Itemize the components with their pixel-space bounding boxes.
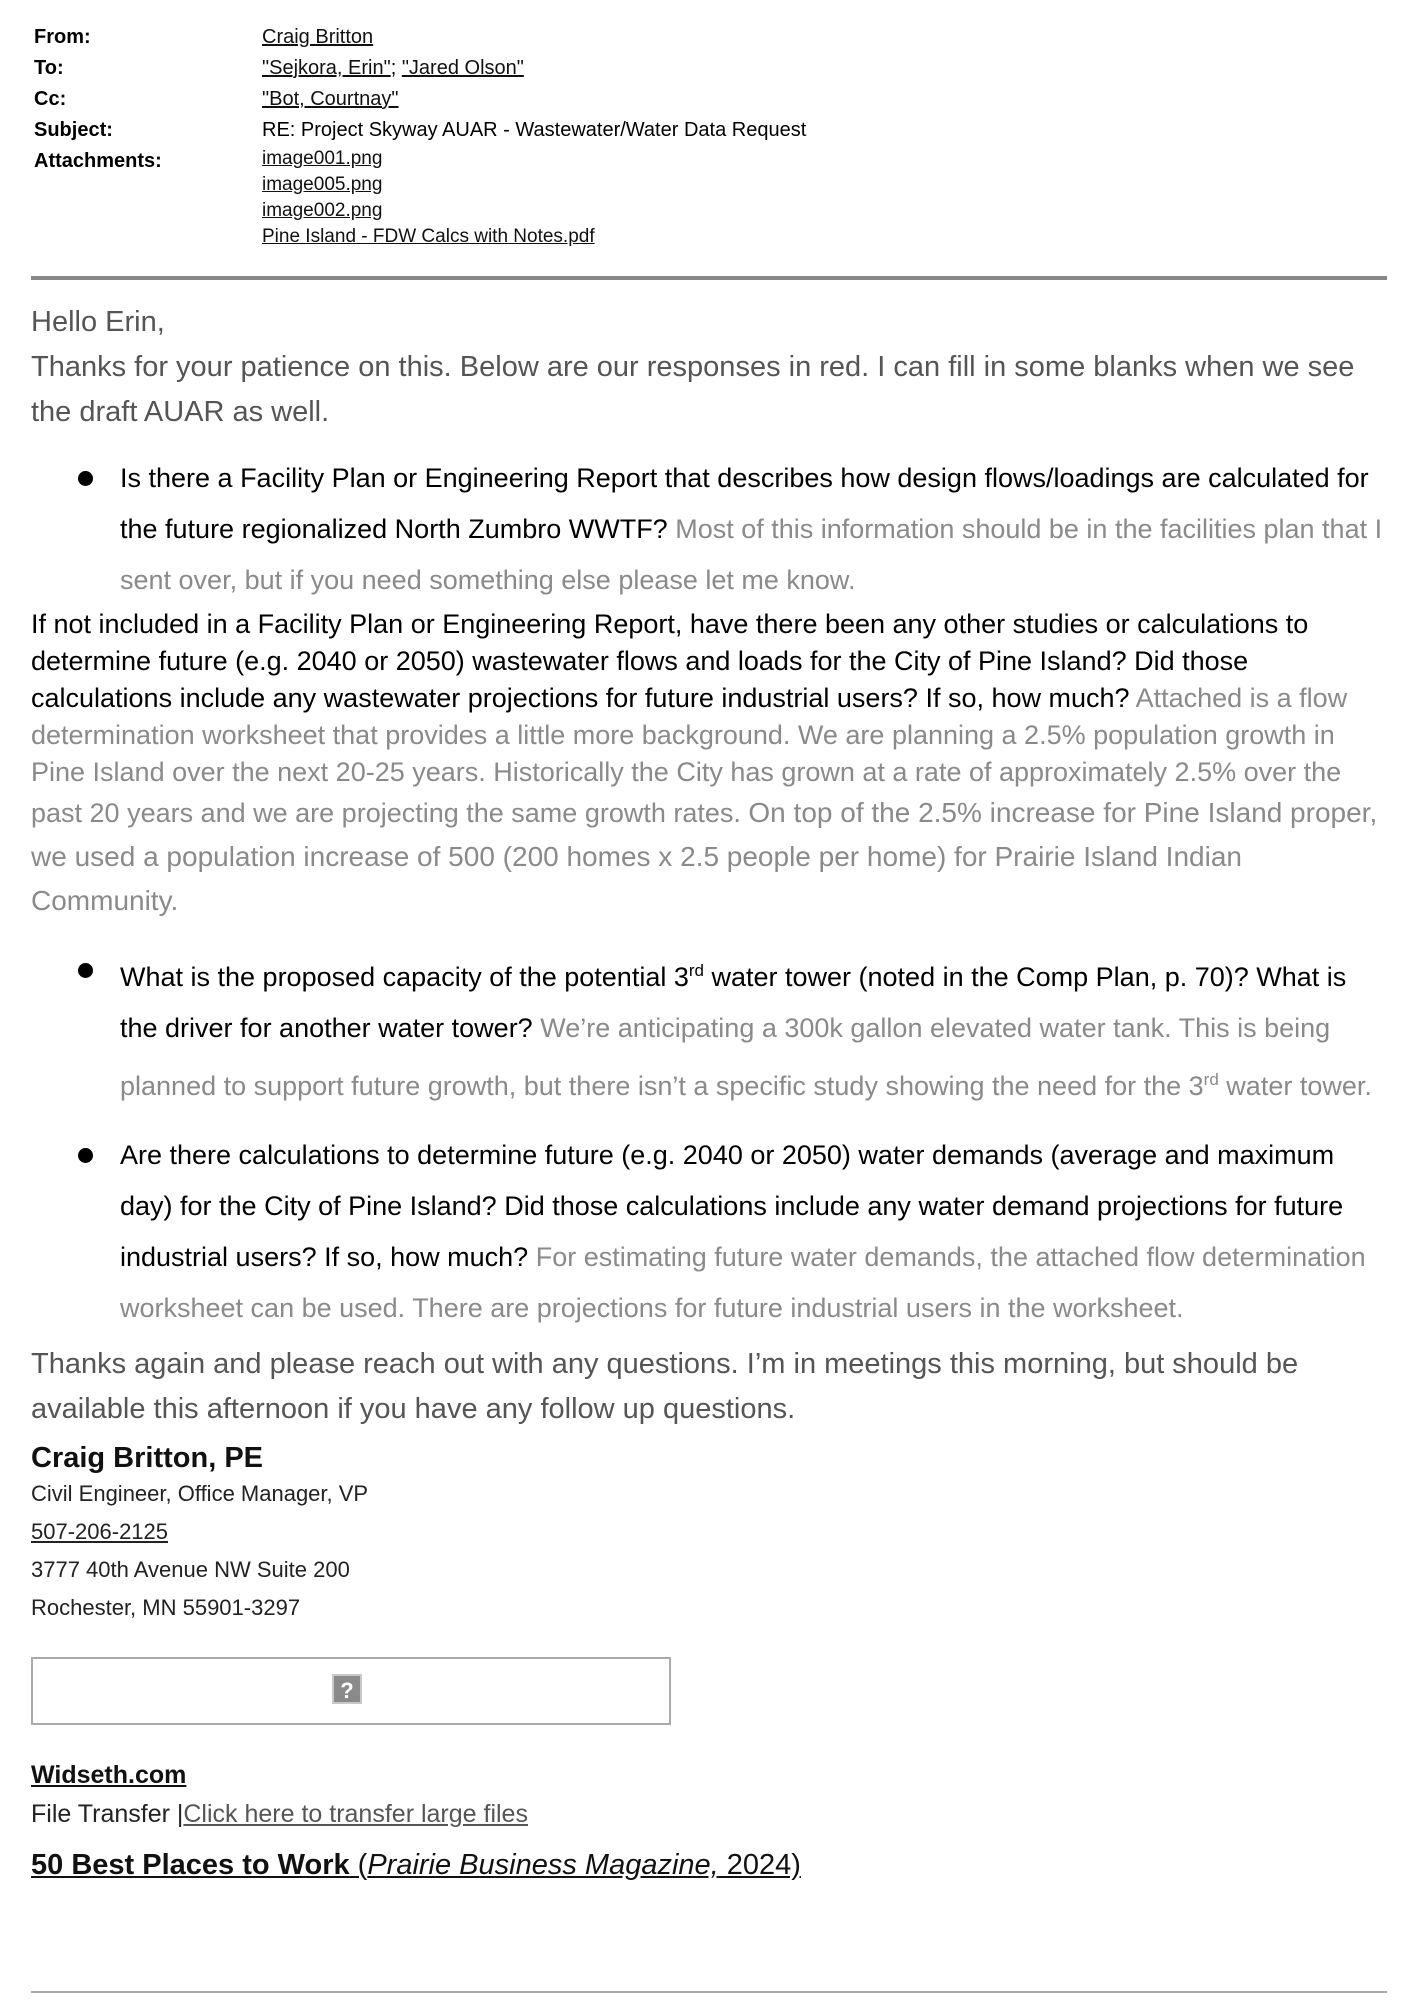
missing-image-placeholder [31, 1657, 671, 1725]
question-3 [31, 945, 1391, 1112]
signature-title: Civil Engineer, Office Manager, VP [31, 1481, 369, 1506]
to-row [34, 53, 1384, 84]
intro-paragraph: Thanks for your patience on this. Below are our responses in red. I can fill in some blanks when we see the draft AUAR as well. [31, 351, 1355, 428]
broken-image-icon: ? [332, 1674, 362, 1704]
attachment-link[interactable]: image005.png [262, 174, 383, 195]
question-text: If not included in a Facility Plan or Engineering Report, have there been any other studies or calculations to determine future (e.g. 2040 or 2050) wastewater flows and loads for the City of Pine Island? Did those calculations include any wastewater projections for future industrial users? If so, how much? [31, 609, 1309, 713]
subject-row [34, 115, 1384, 146]
greeting: Hello Erin, [31, 306, 165, 338]
question-text: What is the proposed capacity of the potential 3rd water tower (noted in the Comp Plan, p. 70)? What is the driver for another water tower? [120, 961, 1347, 1043]
from-link[interactable]: Craig Britton [262, 26, 374, 48]
attachment-link[interactable]: Pine Island - FDW Calcs with Notes.pdf [262, 226, 595, 247]
attachments-label: Attachments: [34, 150, 162, 172]
answer-text: Most of this information should be in the facilities plan that I sent over, but if you need something else please let me know. [120, 514, 1383, 595]
attachments-row [34, 146, 1384, 250]
file-transfer-line [31, 1800, 1391, 1829]
email-body [31, 300, 1391, 1882]
to-separator: ; [390, 57, 397, 79]
file-transfer-label: File Transfer | [31, 1800, 184, 1828]
subject-value: RE: Project Skyway AUAR - Wastewater/Water Data Request [262, 119, 807, 141]
answer-text-continued: On top of the 2.5% increase for Pine Island proper, we used a population increase of 500 (200 homes x 2.5 people per home) for Prairie Island Indian Community. [31, 797, 1378, 916]
attachment-link[interactable]: image002.png [262, 200, 383, 221]
header-divider [31, 276, 1387, 280]
answer-text: For estimating future water demands, the attached flow determination worksheet can be used. There are projections for future industrial users in the worksheet. [120, 1242, 1366, 1323]
question-2 [31, 606, 1391, 923]
question-text: Is there a Facility Plan or Engineering Report that describes how design flows/loadings are calculated for the future regionalized North Zumbro WWTF? [120, 463, 1369, 544]
attachment-link[interactable]: image001.png [262, 148, 383, 169]
question-4 [31, 1130, 1391, 1334]
closing-paragraph: Thanks again and please reach out with any questions. I’m in meetings this morning, but should be available this afternoon if you have any follow up questions. [31, 1348, 1299, 1425]
email-header [34, 22, 1384, 250]
bullet-icon [78, 471, 93, 486]
bullet-icon [78, 1148, 93, 1163]
signature-address-2: Rochester, MN 55901-3297 [31, 1595, 301, 1620]
to-link-1[interactable]: "Sejkora, Erin" [262, 57, 391, 79]
from-label: From: [34, 26, 91, 48]
signature-phone-link[interactable]: 507-206-2125 [31, 1519, 169, 1544]
answer-text: We’re anticipating a 300k gallon elevated water tank. This is being planned to support future growth, but there isn’t a specific study showing the need for the 3rd water tower. [120, 1013, 1372, 1101]
answer-text: Attached is a flow determination worksheet that provides a little more background. We are planning a 2.5% population growth in Pine Island over the next 20-25 years. Historically the City has grown at a rate of approximately 2.5% over the past 20 years and we are projecting the same growth rates. [31, 683, 1348, 828]
signature-name: Craig Britton, PE [31, 1442, 264, 1474]
signature-address-1: 3777 40th Avenue NW Suite 200 [31, 1557, 350, 1582]
attachments-list [262, 146, 595, 250]
question-1 [31, 453, 1391, 606]
from-row [34, 22, 1384, 53]
to-label: To: [34, 57, 64, 79]
footer-divider [31, 1991, 1387, 1993]
question-text: Are there calculations to determine future (e.g. 2040 or 2050) water demands (average and maximum day) for the City of Pine Island? Did those calculations include any water demand projections for future industrial users? If so, how much? [120, 1140, 1344, 1272]
cc-link[interactable]: "Bot, Courtnay" [262, 88, 399, 110]
subject-label: Subject: [34, 119, 113, 141]
cc-label: Cc: [34, 88, 67, 110]
file-transfer-link[interactable]: Click here to transfer large files [183, 1800, 528, 1828]
award-link[interactable]: 50 Best Places to Work (Prairie Business Magazine, 2024) [31, 1849, 801, 1881]
bullet-icon [78, 963, 93, 978]
website-link[interactable]: Widseth.com [31, 1761, 187, 1789]
cc-row [34, 84, 1384, 115]
to-link-2[interactable]: "Jared Olson" [401, 57, 524, 79]
